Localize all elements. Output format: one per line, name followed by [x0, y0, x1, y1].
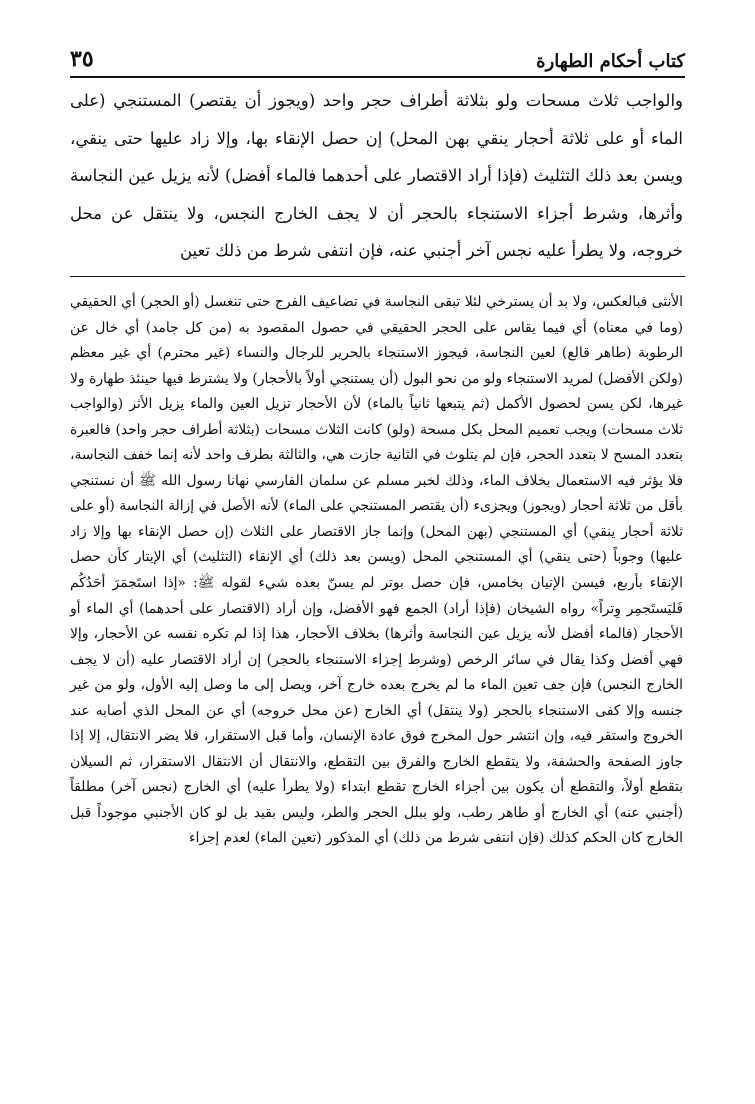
commentary-text: الأنثى فبالعكس، ولا بد أن يسترخي لئلا تبقى النجاسة في تضاعيف الفرج حتى تنغسل (أو الحجر) أي الحقيقي (وما في معناه) أي فيما يقاس على الحجر الحقيقي في حصول المقصود به (من كل جامد) أي خال عن الرطوبة (طاهر قالع) لعين النجاسة، فيجوز الاستنجاء بالحرير للرجال والنساء (غير محترم) أي غير معظم (ولكن الأفضل) لمريد الاستنجاء ولو من نحو البول (أن يستنجي أولاً بالأحجار) ولا يشترط فيها حينئذ طهارة ولا غيرها، لكن يسن لحصول الأكمل (ثم يتبعها ثانياً بالماء) لأن الأحجار تزيل العين والماء يزيل الأثر (والواجب ثلاث مسحات) ويجب تعميم المحل بكل مسحة (ولو) كانت الثلاث مسحات (بثلاثة أطراف حجر واحد) فالعبرة بتعدد المسح لا بتعدد الحجر، فإن لم يتلوث في الثانية جازت هي، والثالثة بطرف واحد لأنه إنما خفف النجاسة، فلا يؤثر فيه الاستعمال بخلاف الماء، وذلك لخبر مسلم عن سلمان الفارسي نهانا رسول الله ﷺ أن نستنجي بأقل من ثلاثة أحجار (ويجوز) ويجزىء (أن يقتصر المستنجي على الماء) لأنه الأصل في إزالة النجاسة (أو على ثلاثة أحجار ينقي) أي المستنجي (بهن المحل) وإنما جاز الاقتصار على الثلاث (إن حصل الإنقاء بها وإلا زاد عليها) وجوباً (حتى ينقي) أي المستنجي المحل (ويسن بعد ذلك) أي الإنقاء (التثليث) أي الإيتار كأن حصل الإنقاء بأربع، فيسن الإتيان بخامس، فإن حصل بوتر لم يسنّ بعده شيء لقوله ﷺ: «إذا استَجمَرَ أحَدُكُم فَليَستَجمِر وِتراً» رواه الشيخان (فإذا أراد) الجمع فهو الأفضل، وإن أراد (الاقتصار على أحدهما) أي الماء أو الأحجار (فالماء أفضل لأنه يزيل عين النجاسة وأثرها) بخلاف الأحجار، هذا إذا لم تكره نفسه عن الأحجار، وإلا فهي أفضل وكذا يقال في سائر الرخص (وشرط إجزاء الاستنجاء بالحجر) إن أراد الاقتصار عليه (أن لا يجف الخارج النجس) فإن جف تعين الماء ما لم يخرج بعده خارج آخر، ويصل إلى ما وصل إليه الأول، ولو من غير جنسه وإلا كفى الاستنجاء بالحجر (ولا ينتقل) أي الخارج (عن محل خروجه) أي عن المحل الذي أصابه عند الخروج واستقر فيه، وإن انتشر حول المخرج فوق عادة الإنسان، وأما قبل الاستقرار، فلا يضر الانتقال، إلا إذا جاوز الصفحة والحشفة، ولا يتقطع الخارج والفرق بين التقطع، والانتقال أن الانتقال الاستقرار، ثم السيلان بتقطع أولاً، والتقطع أن يكون بين أجزاء الخارج تقطع ابتداء (ولا يطرأ عليه) أي الخارج (نجس آخر) مطلقاً (أجنبي عنه) أي الخارج أو طاهر رطب، ولو ببلل الحجر والطر، وليس بقيد بل لو كان الأجنبي موجوداً قبل الخارج كان الحكم كذلك (فإن انتفى شرط من ذلك) أي المذكور (تعين الماء) لعدم إجزاء [70, 294, 683, 847]
page-number: ٣٥ [70, 46, 94, 72]
separator-rule [70, 276, 685, 277]
main-text: والواجب ثلاث مسحات ولو بثلاثة أطراف حجر واحد (ويجوز أن يقتصر) المستنجي (على الماء أو على ثلاثة أحجار ينقي بهن المحل) إن حصل الإنقاء بها، وإلا زاد عليها حتى ينقي، ويسن بعد ذلك التثليث (فإذا أراد الاقتصار على أحدهما فالماء أفضل) لأنه يزيل عين النجاسة وأثرها، وشرط أجزاء الاستنجاء بالحجر أن لا يجف الخارج النجس، ولا ينتقل عن محل خروجه، ولا يطرأ عليه نجس آخر أجنبي عنه، فإن انتفى شرط من ذلك تعين [70, 91, 683, 260]
commentary-block [70, 290, 683, 852]
main-text-block [70, 82, 683, 270]
page-header [70, 36, 685, 78]
running-title: كتاب أحكام الطهارة [536, 51, 685, 72]
